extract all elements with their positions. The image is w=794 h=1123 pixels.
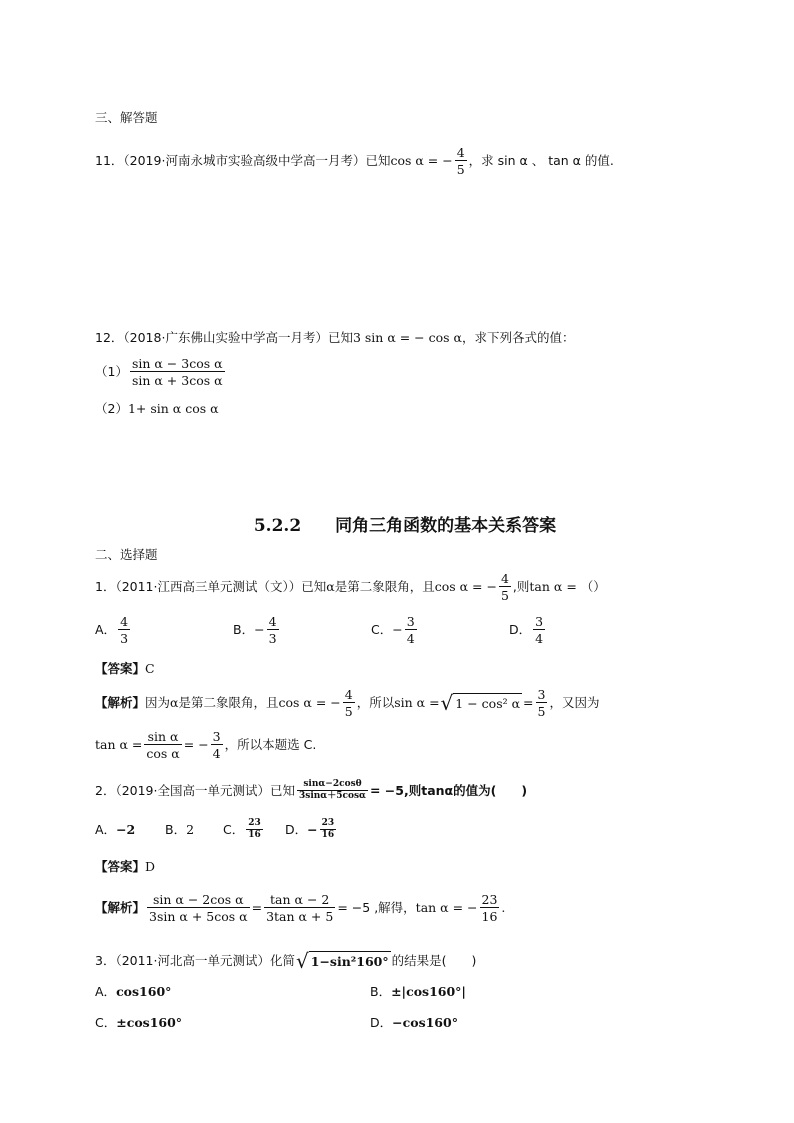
a1-an-frac-4: [211, 730, 223, 760]
a1-an-frac-3: [144, 730, 181, 760]
a1-analysis-line-1: [95, 688, 600, 718]
q12-p1-fraction: [130, 357, 225, 387]
a3-option-b: [370, 986, 466, 999]
a2-fraction: [297, 780, 368, 802]
a1-an-frac-3-num: sin α: [147, 729, 179, 744]
a2-an-frac-1: [147, 893, 250, 923]
a2-answer-tag: 【答案】: [95, 859, 146, 874]
q12-tail: ，求下列各式的值：: [461, 330, 575, 345]
a2-option-a-text: −2: [116, 821, 136, 837]
a1-lead: 1．（2011·江西高三单元测试（文））已知: [95, 578, 327, 594]
a1-an-text-5: ，所以本题选 C.: [224, 736, 317, 752]
a1-answer-value: C: [145, 661, 155, 676]
a2-an-frac-3-den: 16: [481, 909, 498, 925]
a3-option-c: [95, 1017, 370, 1030]
a2-an-mid: = −5 ,解得，: [337, 899, 416, 915]
a1-tan-eq: tan α =: [529, 578, 577, 594]
a3-sqrt: [296, 951, 391, 971]
sqrt-radical-icon: √: [296, 949, 309, 973]
a1-analysis-tag: 【解析】: [95, 694, 146, 710]
a2-analysis: [95, 893, 505, 923]
a3-lead: 3．（2011·河北高一单元测试）化简: [95, 952, 295, 968]
a1-frac-den: 5: [500, 588, 509, 604]
a1-an-frac-2: [536, 688, 548, 718]
a1-an-eq-2: =: [523, 694, 534, 710]
a2-options: [95, 819, 338, 841]
a1-an-sin-eq: sin α =: [394, 694, 440, 710]
answers-title-number: 5.2.2: [253, 516, 302, 536]
a1-option-c-num: 3: [406, 614, 415, 629]
a3-option-d: [370, 1017, 458, 1030]
a2-an-frac-1-den: 3sin α + 5cos α: [149, 909, 248, 925]
a2-option-d-label: D．: [285, 821, 308, 837]
a1-options: [95, 615, 547, 645]
a1-cos-eq: cos α = −: [434, 578, 497, 594]
a1-option-b-num: 4: [268, 614, 277, 629]
a1-an-sqrt-content: 1 − cos² α: [453, 693, 522, 713]
q12-lead: 12．（2018·广东佛山实验中学高一月考）已知: [95, 330, 353, 345]
a2-option-c-frac: [246, 819, 263, 841]
a2-option-b-text: 2: [186, 821, 195, 837]
a1-analysis-line-2: [95, 730, 316, 760]
document-page: [95, 0, 715, 1123]
a1-option-a-num: 4: [120, 614, 129, 629]
q11-fraction: [455, 146, 467, 176]
a1-option-d-frac: [533, 615, 545, 645]
a2-option-a: [95, 821, 165, 837]
a2-option-d: [285, 819, 338, 841]
a2-an-frac-2-den: 3tan α + 5: [266, 909, 334, 925]
a3-option-b-text: ±|cos160°|: [391, 984, 466, 999]
answer-question-1: [95, 572, 606, 602]
a3-options-row-2: [95, 1017, 458, 1030]
a1-option-d-label: D．: [509, 621, 532, 637]
a2-tail: = −5,则tanα的值为( ): [369, 782, 528, 798]
a3-option-d-text: −cos160°: [392, 1015, 458, 1030]
a2-an-tan: tan α = −: [415, 899, 478, 915]
a1-an-alpha: α: [170, 694, 179, 710]
q11-frac-num: 4: [456, 145, 465, 160]
a1-option-d-den: 4: [535, 631, 544, 647]
section-heading-answer: 三、解答题: [95, 110, 158, 125]
a2-option-b-label: B．: [165, 821, 187, 837]
a2-an-frac-3-num: 23: [481, 892, 498, 907]
a2-analysis-tag: 【解析】: [95, 899, 146, 915]
a2-an-frac-1-num: sin α − 2cos α: [152, 892, 244, 907]
a1-fraction: [499, 572, 511, 602]
q12-p1-num: sin α − 3cos α: [131, 356, 223, 371]
a1-option-d-num: 3: [535, 614, 544, 629]
answer-question-2: [95, 780, 527, 802]
a2-an-frac-2: [264, 893, 335, 923]
a1-answer-tag: 【答案】: [95, 661, 146, 676]
q12-p2-expr: 1+ sin α cos α: [127, 401, 219, 416]
a1-an-frac-2-num: 3: [537, 687, 546, 702]
a1-option-b-den: 3: [268, 631, 277, 647]
answers-title: [95, 511, 715, 536]
a1-frac-num: 4: [500, 571, 509, 586]
a1-blank: （）: [580, 578, 606, 594]
a1-option-b-label: B．: [233, 621, 255, 637]
a1-an-text-1: 因为: [145, 694, 171, 710]
q11-lead: 11．（2019·河南永城市实验高级中学高一月考）已知: [95, 152, 391, 168]
q11-tail: ，求 sin α 、 tan α 的值.: [468, 152, 614, 168]
a2-option-c-label: C．: [223, 821, 245, 837]
a2-option-b: [165, 821, 223, 837]
a1-an-eq-3: = −: [183, 736, 209, 752]
q11-cos-eq: cos α = −: [390, 152, 453, 168]
a2-option-d-den: 16: [321, 830, 335, 841]
a2-lead: 2．（2019·全国高一单元测试）已知: [95, 782, 295, 798]
a3-option-a: [95, 986, 370, 999]
a2-answer: [95, 861, 155, 874]
a3-sqrt-content: 1−sin²160°: [309, 951, 391, 971]
a1-an-frac-1-den: 5: [344, 704, 353, 720]
q12-p2-label: （2）: [95, 401, 128, 416]
a2-option-c-den: 16: [248, 830, 261, 841]
a1-an-text-2: 是第二象限角，且: [178, 694, 279, 710]
a1-option-b-frac: [267, 615, 279, 645]
a1-an-frac-2-den: 5: [537, 704, 546, 720]
a2-an-end: .: [501, 899, 506, 915]
q12-p1-den: sin α + 3cos α: [131, 373, 223, 389]
q12-part-2: [95, 403, 219, 416]
a1-an-sqrt: [440, 691, 523, 716]
a1-an-frac-1-num: 4: [344, 687, 353, 702]
a1-option-c-frac: [405, 615, 417, 645]
a2-option-d-sign: −: [307, 821, 318, 837]
a2-option-d-frac: [320, 819, 337, 841]
a1-option-c-label: C．: [371, 621, 393, 637]
a1-option-b-sign: −: [254, 621, 265, 637]
a1-option-d: [509, 615, 547, 645]
a2-an-frac-3: [480, 893, 500, 923]
a2-option-d-num: 23: [321, 818, 335, 828]
question-11: [95, 146, 614, 176]
a3-option-c-label: C．: [95, 1015, 117, 1030]
a1-option-a-den: 3: [120, 631, 129, 647]
a2-option-c: [223, 819, 285, 841]
answer-question-3: [95, 951, 476, 971]
a1-an-text-4: ，又因为: [549, 694, 600, 710]
a1-an-frac-4-den: 4: [212, 746, 221, 762]
a1-option-c: [371, 615, 509, 645]
a1-an-frac-3-den: cos α: [146, 746, 180, 762]
q12-part-1: [95, 357, 227, 387]
a1-alpha: α: [326, 578, 335, 594]
a1-mid: 是第二象限角，且: [334, 578, 435, 594]
a3-option-a-text: cos160°: [116, 984, 172, 999]
a1-tail-pre: ,则: [512, 578, 530, 594]
a3-option-c-text: ±cos160°: [116, 1015, 183, 1030]
a2-an-frac-2-num: tan α − 2: [270, 892, 330, 907]
q12-eq: 3 sin α = − cos α: [352, 330, 462, 345]
a1-option-c-den: 4: [406, 631, 415, 647]
a3-option-b-label: B．: [370, 984, 392, 999]
section-heading-choice: 二、选择题: [95, 547, 158, 562]
a3-options-row-1: [95, 986, 466, 999]
a3-option-d-label: D．: [370, 1015, 393, 1030]
a1-an-text-3: ，所以: [356, 694, 395, 710]
a3-tail: 的结果是( ): [391, 952, 477, 968]
answers-title-text: 同角三角函数的基本关系答案: [335, 516, 557, 536]
a2-frac-num: sinα−2cosθ: [303, 779, 362, 789]
a1-answer: [95, 663, 155, 676]
q12-p1-label: （1）: [95, 363, 128, 379]
a2-option-a-label: A．: [95, 821, 117, 837]
sqrt-radical-icon: √: [440, 691, 454, 716]
a1-an-cos-eq: cos α = −: [278, 694, 341, 710]
a2-frac-den: 3sinα＋5cosα: [299, 791, 366, 802]
a1-an-tan: tan α =: [95, 736, 143, 752]
a3-option-a-label: A．: [95, 984, 117, 999]
a1-option-a: [95, 615, 233, 645]
a1-an-frac-4-num: 3: [212, 729, 221, 744]
question-12: [95, 332, 575, 345]
a1-option-c-sign: −: [392, 621, 403, 637]
a1-option-a-frac: [118, 615, 130, 645]
a2-option-c-num: 23: [248, 818, 261, 828]
a2-answer-value: D: [145, 859, 156, 874]
a1-an-frac-1: [343, 688, 355, 718]
a1-option-a-label: A．: [95, 621, 117, 637]
a2-an-eq-1: =: [251, 899, 263, 915]
q11-frac-den: 5: [456, 162, 465, 178]
a1-option-b: [233, 615, 371, 645]
